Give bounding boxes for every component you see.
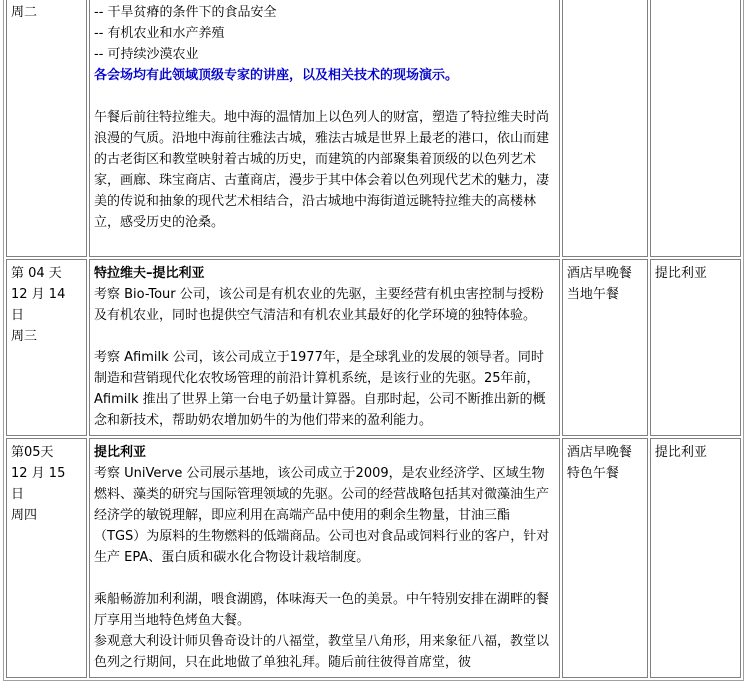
- table-row: [6, 0, 741, 257]
- day-line: 周四: [11, 508, 38, 523]
- description-paragraph: 考察 UniVerve 公司展示基地，该公司成立于2009，是农业经济学、区域生物燃料、藻类的研究与国际管理领域的先驱。公司的经营战略包括其对微藻油生产经济学的敏锐理解，即应利用在高端产品中使用的剩余生物量，甘油三酯（TGS）为原料的生物燃料的低端商品。公司也对食品或饲料行业的客户，针对生产 EPA、蛋白质和碳水化合物设计栽培制度。: [94, 466, 550, 565]
- table-row: [6, 259, 741, 436]
- hotel-cell: [650, 438, 741, 678]
- hotel-cell: [650, 0, 741, 257]
- meal-line: 特色午餐: [566, 466, 619, 481]
- highlight-note: 各会场均有此领域顶级专家的讲座，以及相关技术的现场演示。: [94, 68, 459, 83]
- bullet-item: -- 干旱贫瘠的条件下的食品安全: [94, 5, 277, 20]
- description-paragraph: 参观意大利设计师贝鲁奇设计的八福堂，教堂呈八角形，用来象征八福，教堂以色列之行期间，只在此地做了单独礼拜。随后前往彼得首席堂，彼: [94, 634, 550, 670]
- day-cell: [6, 438, 87, 678]
- hotel-name: 提比利亚: [654, 266, 707, 281]
- day-line: 周二: [11, 5, 38, 20]
- day-line: 12 月 14 日: [11, 287, 66, 323]
- description-cell: [89, 438, 560, 678]
- route-title: 提比利亚: [94, 445, 147, 460]
- description-paragraph: 午餐后前往特拉维夫。地中海的温情加上以色列人的财富，塑造了特拉维夫时尚浪漫的气质。沿地中海前往雅法古城，雅法古城是世界上最老的港口，依山而建的古老街区和教堂映射着古城的历史，而建筑的内部聚集着顶级的以色列艺术家，画廊、珠宝商店、古董商店，漫步于其中体会着以色列现代艺术的魅力，凄美的传说和抽象的现代艺术相结合，沿古城地中海街道远眺特拉维夫的高楼林立，感受历史的沧桑。: [94, 110, 550, 230]
- day-line: 第05天: [11, 445, 54, 460]
- meal-line: 当地午餐: [566, 287, 619, 302]
- meals-cell: [562, 438, 648, 678]
- meals-cell: [562, 0, 648, 257]
- meals-cell: [562, 259, 648, 436]
- meal-line: 酒店早晚餐: [566, 445, 632, 460]
- hotel-cell: [650, 259, 741, 436]
- day-cell: [6, 0, 87, 257]
- description-paragraph: 考察 Bio-Tour 公司，该公司是有机农业的先驱，主要经营有机虫害控制与授粉及有机农业，同时也提供空气清洁和有机农业其最好的化学环境的独特体验。: [94, 287, 544, 323]
- bullet-item: -- 可持续沙漠农业: [94, 47, 199, 62]
- description-cell: [89, 259, 560, 436]
- day-cell: [6, 259, 87, 436]
- day-line: 12 月 15 日: [11, 466, 66, 502]
- meal-line: 酒店早晚餐: [566, 266, 632, 281]
- table-row: [6, 438, 741, 678]
- description-paragraph: 乘船畅游加利利湖，喂食湖鸥，体味海天一色的美景。中午特别安排在湖畔的餐厅享用当地特色烤鱼大餐。: [94, 592, 550, 628]
- description-paragraph: 考察 Afimilk 公司，该公司成立于1977年，是全球乳业的发展的领导者。同时制造和营销现代化农牧场管理的前沿计算机系统，是该行业的先驱。25年前，Afimilk 推出了世界上第一台电子奶量计算器。自那时起，公司不断推出新的概念和新技术，帮助奶农增加奶牛的为他们带来的盈利能力。: [94, 350, 546, 428]
- bullet-item: -- 有机农业和水产养殖: [94, 26, 225, 41]
- day-line: 第 04 天: [11, 266, 62, 281]
- day-line: 周三: [11, 329, 38, 344]
- description-cell: [89, 0, 560, 257]
- hotel-name: 提比利亚: [654, 445, 707, 460]
- itinerary-table: [3, 0, 744, 681]
- route-title: 特拉维夫–提比利亚: [94, 266, 205, 281]
